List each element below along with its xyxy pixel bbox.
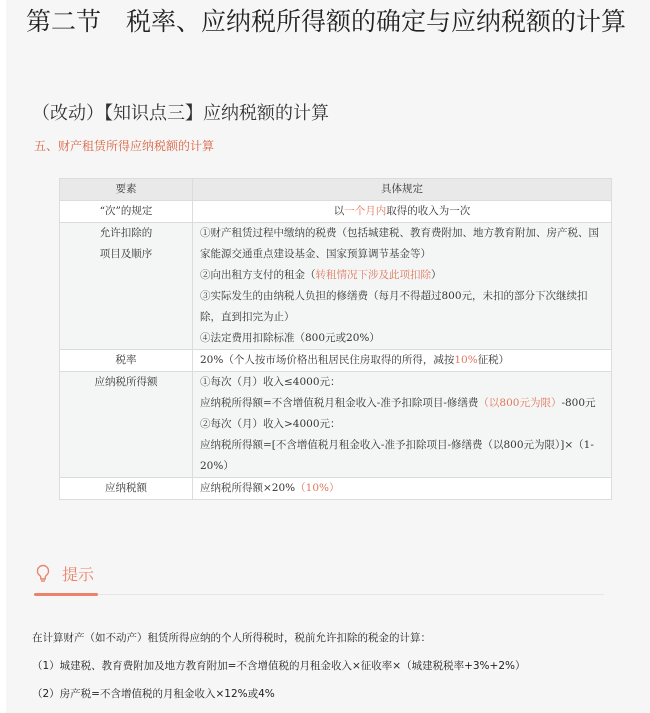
- row-key: [60, 223, 193, 350]
- document-page: [6, 0, 650, 713]
- key-line: 项目及顺序: [99, 248, 153, 260]
- deduction-item-4: ④法定费用扣除标准（800元或20%）: [200, 332, 380, 344]
- section-title: 第二节 税率、应纳税所得额的确定与应纳税额的计算: [26, 7, 627, 36]
- highlight-text: （以800元为限）: [478, 397, 562, 409]
- case-2-formula: 应纳税所得额=[不含增值税月租金收入-准予扣除项目-修缮费（以800元为限）]×（1-20%）: [200, 439, 594, 472]
- tip-line: （1）城建税、教育费附加及地方教育附加=不含增值税的月租金收入×征收率×（城建税税率+3%+2%）: [32, 660, 526, 672]
- case-1: ①每次（月）收入≤4000元：: [200, 376, 341, 388]
- deduction-item-1: ①财产租赁过程中缴纳的税费（包括城建税、教育费附加、地方教育附加、房产税、国家能源交通重点建设基金、国家预算调节基金等）: [200, 227, 599, 260]
- tip-label: 提示: [62, 565, 95, 584]
- row-value: [193, 223, 612, 350]
- tip-intro: 在计算财产（如不动产）租赁所得应纳的个人所得税时，税前允许扣除的税金的计算：: [32, 632, 431, 644]
- text: 以: [333, 205, 345, 217]
- table-row: [60, 478, 612, 500]
- row-key: 税率: [60, 350, 193, 372]
- row-value: [193, 478, 612, 500]
- case-2: ②每次（月）收入>4000元：: [200, 418, 341, 430]
- row-key: “次”的规定: [60, 201, 193, 223]
- sub-title: 五、财产租赁所得应纳税额的计算: [34, 139, 215, 153]
- table-row: [60, 223, 612, 350]
- tip-header: [34, 560, 604, 595]
- text: 取得的收入为一次: [386, 205, 471, 217]
- column-header-rule: 具体规定: [193, 179, 612, 201]
- row-key: 应纳税额: [60, 478, 193, 500]
- highlight-text: 10%: [454, 354, 478, 366]
- text: ②向出租方支付的租金（: [200, 269, 316, 281]
- case-1-formula: [200, 393, 604, 414]
- row-value: [193, 372, 612, 478]
- deduction-item-2: [200, 265, 604, 286]
- highlight-text: 转租情况下涉及此项扣除: [315, 269, 431, 281]
- highlight-text: （10%）: [295, 482, 340, 494]
- tip-line: （2）房产税=不含增值税的月租金收入×12%或4%: [32, 688, 275, 700]
- knowledge-point-title: （改动）【知识点三】应纳税额的计算: [32, 103, 329, 124]
- row-key: 应纳税所得额: [60, 372, 193, 478]
- text: 应纳税所得额=不含增值税月租金收入-准予扣除项目-修缮费: [200, 397, 479, 409]
- table-row: [60, 372, 612, 478]
- table-row: [60, 201, 612, 223]
- table-header-row: [60, 179, 612, 201]
- deduction-item-3: ③实际发生的由纳税人负担的修缮费（每月不得超过800元，未扣的部分下次继续扣除，直到扣完为止）: [200, 290, 588, 323]
- text: 征税）: [477, 354, 510, 366]
- highlight-text: 一个月内: [344, 205, 387, 217]
- text: -800元: [561, 397, 596, 409]
- tip-underline: [34, 593, 98, 596]
- row-value: [193, 350, 612, 372]
- rules-table: [59, 178, 612, 500]
- column-header-element: 要素: [60, 179, 193, 201]
- row-value: [193, 201, 612, 223]
- table-row: [60, 350, 612, 372]
- text: 应纳税所得额×20%: [200, 482, 296, 494]
- tip-body: [32, 624, 632, 708]
- key-line: 允许扣除的: [99, 227, 153, 239]
- text: 20%（个人按市场价格出租居民住房取得的所得，减按: [200, 354, 455, 366]
- lightbulb-icon: [36, 564, 50, 588]
- text: ）: [431, 269, 442, 281]
